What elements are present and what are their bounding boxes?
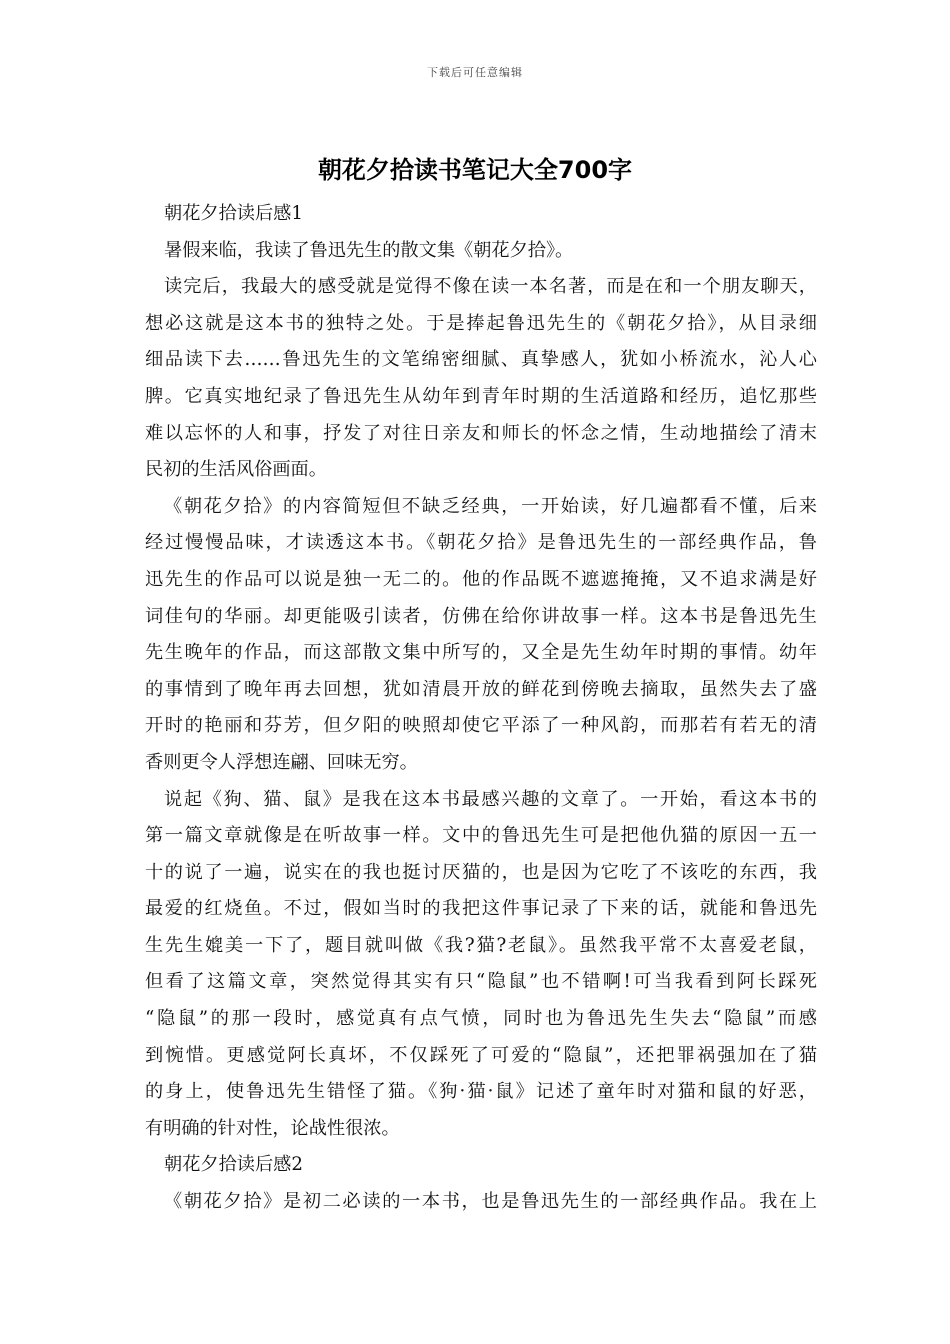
text-line: 开时的艳丽和芬芳，但夕阳的映照却使它平添了一种风韵，而那若有若无的清 xyxy=(145,715,817,737)
text-line: 香则更令人浮想连翩、回味无穷。 xyxy=(145,751,418,773)
text-line: 先生晚年的作品，而这部散文集中所写的，又全是先生幼年时期的事情。幼年 xyxy=(145,642,817,664)
text-line: 十的说了一遍，说实在的我也挺讨厌猫的，也是因为它吃了不该吃的东西，我 xyxy=(145,861,817,883)
text-line: 民初的生活风俗画面。 xyxy=(145,459,327,481)
text-line: 的身上，使鲁迅先生错怪了猫。《狗·猫·鼠》记述了童年时对猫和鼠的好恶， xyxy=(145,1081,817,1103)
text-line: 第一篇文章就像是在听故事一样。文中的鲁迅先生可是把他仇猫的原因一五一 xyxy=(145,825,817,847)
text-line: 读完后，我最大的感受就是觉得不像在读一本名著，而是在和一个朋友聊天， xyxy=(164,276,817,298)
text-line: 但看了这篇文章，突然觉得其实有只“隐鼠”也不错啊!可当我看到阿长踩死 xyxy=(145,971,817,993)
text-line: 到惋惜。更感觉阿长真坏，不仅踩死了可爱的“隐鼠”，还把罪祸强加在了猫 xyxy=(145,1044,817,1066)
text-line: 最爱的红烧鱼。不过，假如当时的我把这件事记录了下来的话，就能和鲁迅先 xyxy=(145,898,817,920)
text-line: “隐鼠”的那一段时，感觉真有点气愤，同时也为鲁迅先生失去“隐鼠”而感 xyxy=(145,1008,817,1030)
text-line: 的事情到了晚年再去回想，犹如清晨开放的鲜花到傍晚去摘取，虽然失去了盛 xyxy=(145,678,817,700)
section-heading: 朝花夕拾读后感2 xyxy=(164,1154,303,1176)
text-line: 词佳句的华丽。却更能吸引读者，仿佛在给你讲故事一样。这本书是鲁迅先生 xyxy=(145,605,817,627)
text-line: 《朝花夕拾》的内容简短但不缺乏经典，一开始读，好几遍都看不懂，后来 xyxy=(164,495,817,517)
text-line: 细品读下去……鲁迅先生的文笔绵密细腻、真挚感人，犹如小桥流水，沁人心 xyxy=(145,349,817,371)
text-line: 迅先生的作品可以说是独一无二的。他的作品既不遮遮掩掩，又不追求满是好 xyxy=(145,568,817,590)
header-note: 下载后可任意编辑 xyxy=(427,66,523,79)
document-body xyxy=(145,196,817,1221)
text-line: 生先生媲美一下了，题目就叫做《我?猫?老鼠》。虽然我平常不太喜爱老鼠， xyxy=(145,934,817,956)
text-line: 难以忘怀的人和事，抒发了对往日亲友和师长的怀念之情，生动地描绘了清末 xyxy=(145,422,817,444)
text-line: 有明确的针对性，论战性很浓。 xyxy=(145,1117,400,1139)
text-line: 暑假来临，我读了鲁迅先生的散文集《朝花夕拾》。 xyxy=(164,239,574,261)
text-line: 说起《狗、猫、鼠》是我在这本书最感兴趣的文章了。一开始，看这本书的 xyxy=(164,788,817,810)
document-title: 朝花夕拾读书笔记大全700字 xyxy=(317,156,633,184)
text-line: 脾。它真实地纪录了鲁迅先生从幼年到青年时期的生活道路和经历，追忆那些 xyxy=(145,385,817,407)
text-line: 经过慢慢品味，才读透这本书。《朝花夕拾》是鲁迅先生的一部经典作品，鲁 xyxy=(145,532,817,554)
text-line: 想必这就是这本书的独特之处。于是捧起鲁迅先生的《朝花夕拾》，从目录细 xyxy=(145,312,817,334)
section-heading: 朝花夕拾读后感1 xyxy=(164,203,303,224)
text-line: 《朝花夕拾》是初二必读的一本书，也是鲁迅先生的一部经典作品。我在上 xyxy=(164,1191,817,1213)
